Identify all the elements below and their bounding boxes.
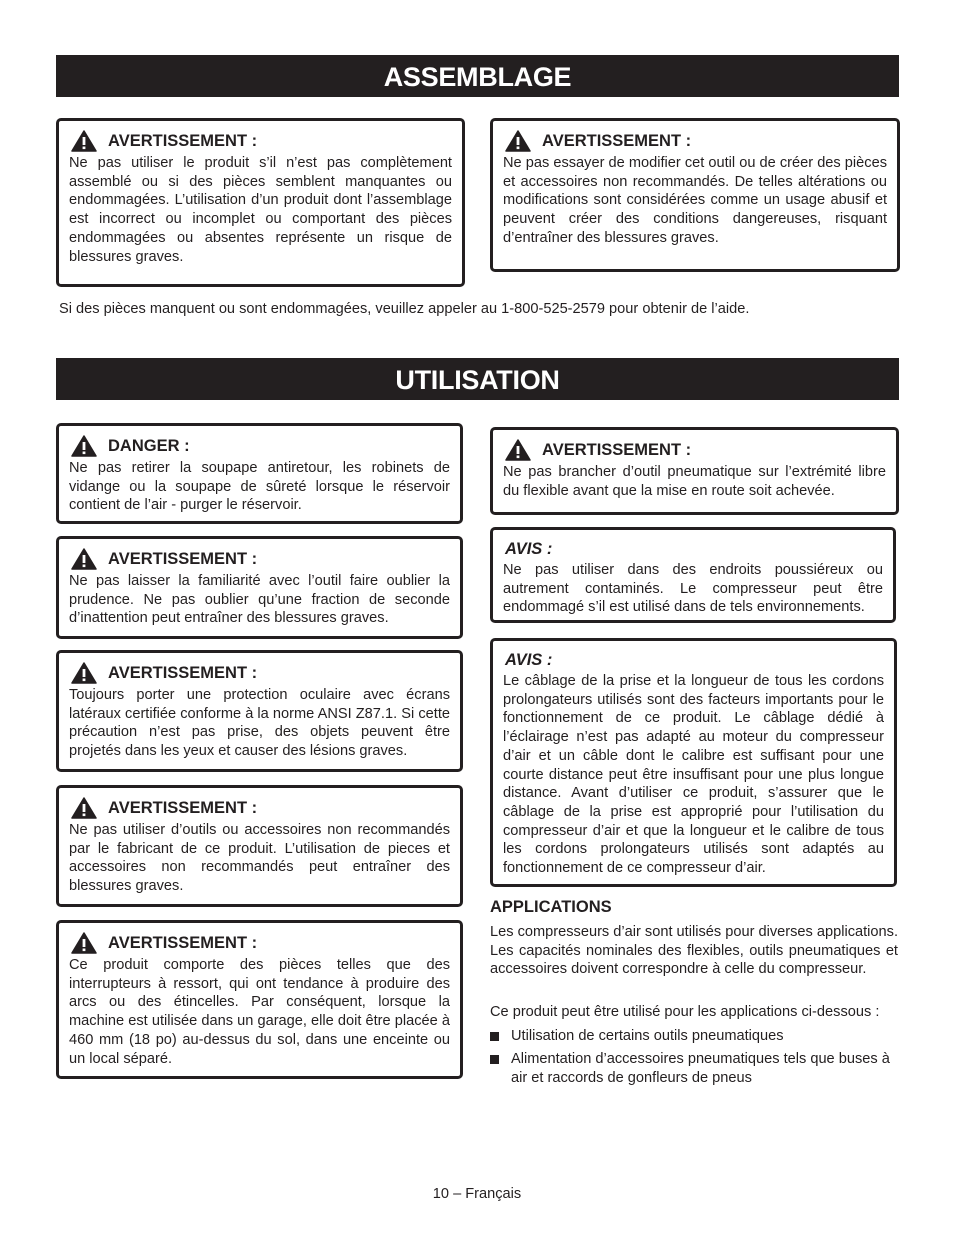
warning-text: Ne pas brancher d’outil pneumatique sur l’extrémité libre du flexible avant que la mise en route soit achevée. [503,464,886,499]
warning-text: Ne pas utiliser le produit s’il n’est pas complètement assemblé ou si des pièces semblent manquantes ou endommagées. L’utilisation d’un produit dont l’assemblage est incorrect ou incomplet ou comportant des pièces endommagées ou absentes représente un risque de blessures graves. [69,155,452,265]
applications-heading: APPLICATIONS [490,898,612,916]
danger-title: DANGER : [108,436,190,455]
bullet-square-icon [490,1055,499,1064]
familiarity-warning-box [56,536,463,639]
accessories-warning-box [56,785,463,907]
warning-title: AVERTISSEMENT : [542,131,692,150]
warning-title: AVERTISSEMENT : [108,798,258,817]
notice-text: Ne pas utiliser dans des endroits poussiéreux ou autrement contaminés. Le compresseur peut être endommagé s’il est utilisé dans de tels environnements. [503,562,883,616]
bullet-text: Alimentation d’accessoires pneumatiques tels que buses à air et raccords de gonfleurs de pneus [511,1051,890,1086]
bullet-square-icon [490,1032,499,1041]
warning-triangle-icon [71,797,97,819]
warning-title: AVERTISSEMENT : [108,663,258,682]
notice-title: AVIS : [505,540,553,558]
warning-triangle-icon [505,439,531,461]
assemblage-warning-right [490,118,900,272]
warning-title: AVERTISSEMENT : [108,131,258,150]
wiring-notice-box [490,638,897,887]
applications-lead: Ce produit peut être utilisé pour les applications ci-dessous : [490,1004,880,1020]
warning-triangle-icon [505,130,531,152]
applications-bullet [490,1050,900,1087]
warning-triangle-icon [71,435,97,457]
warning-triangle-icon [71,130,97,152]
warning-triangle-icon [71,662,97,684]
warning-title: AVERTISSEMENT : [108,933,258,952]
notice-title: AVIS : [505,651,553,669]
dust-notice-box [490,527,896,623]
warning-triangle-icon [71,548,97,570]
notice-text: Le câblage de la prise et la longueur de tous les cordons prolongateurs utilisés sont des facteurs importants pour le fonctionnement de ce produit. Le câblage dédié à l’éclairage n’est pas adapté au moteur du compresseur d’air et un câble dont le calibre est suffisant pour une courte distance peut être insuffisant pour une plus longue distance. Avant d’utiliser ce produit, s’assurer que le câblage de la prise est approprié pour l’utilisation du compresseur d’air et que la longueur et le calibre de tous les cordons prolongateurs utilisés sont adaptés au fonctionnement de ce compresseur d’air. [503,673,884,877]
warning-triangle-icon [71,932,97,954]
warning-text: Ne pas laisser la familiarité avec l’outil faire oublier la prudence. Ne pas oublier qu’une fraction de seconde d’inattention peut entraîner des blessures graves. [69,573,450,627]
help-phone-text: Si des pièces manquent ou sont endommagées, veuillez appeler au 1-800-525-2579 pour obtenir de l’aide. [59,301,750,317]
assemblage-warning-left [56,118,465,287]
warning-text: Ne pas utiliser d’outils ou accessoires non recommandés par le fabricant de ce produit. L’utilisation de pieces et accessoires non recommandés peut entraîner des blessures graves. [69,822,450,895]
applications-intro: Les compresseurs d’air sont utilisés pour diverses applications. Les capacités nominales des flexibles, outils pneumatiques et accessoires doivent correspondre à celle du compresseur. [490,924,899,978]
assemblage-section-title: ASSEMBLAGE [56,55,899,97]
warning-title: AVERTISSEMENT : [108,549,258,568]
warning-text: Toujours porter une protection oculaire avec écrans latéraux certifiée conforme à la norme ANSI Z87.1. Si cette précaution n’est pas prise, des objets peuvent être projetés dans les yeux et causer des lésions graves. [69,687,450,760]
sparks-warning-box [56,920,463,1079]
warning-text: Ce produit comporte des pièces telles que des interrupteurs à ressort, qui ont tendance à produire des arcs ou des étincelles. Par conséquent, lorsque la machine est utilisée dans un garage, elle doit être placée à 460 mm (18 po) au-dessus du sol, dans une enceinte ou un local séparé. [69,957,450,1067]
danger-box [56,423,463,524]
bullet-text: Utilisation de certains outils pneumatiques [511,1028,784,1044]
danger-text: Ne pas retirer la soupape antiretour, les robinets de vidange ou la soupape de sûreté lorsque le réservoir contient de l’air - purger le réservoir. [69,460,450,514]
utilisation-section-title: UTILISATION [56,358,899,400]
applications-bullet [490,1027,900,1046]
warning-text: Ne pas essayer de modifier cet outil ou de créer des pièces et accessoires non recommandés. De telles altérations ou modifications sont considérées comme un usage abusif et peuvent créer des conditions dangereuses, risquant d’entraîner des blessures graves. [503,155,887,246]
page-footer: 10 – Français [432,1186,522,1202]
hose-warning-box [490,427,899,515]
warning-title: AVERTISSEMENT : [542,440,692,459]
eye-protection-warning-box [56,650,463,772]
